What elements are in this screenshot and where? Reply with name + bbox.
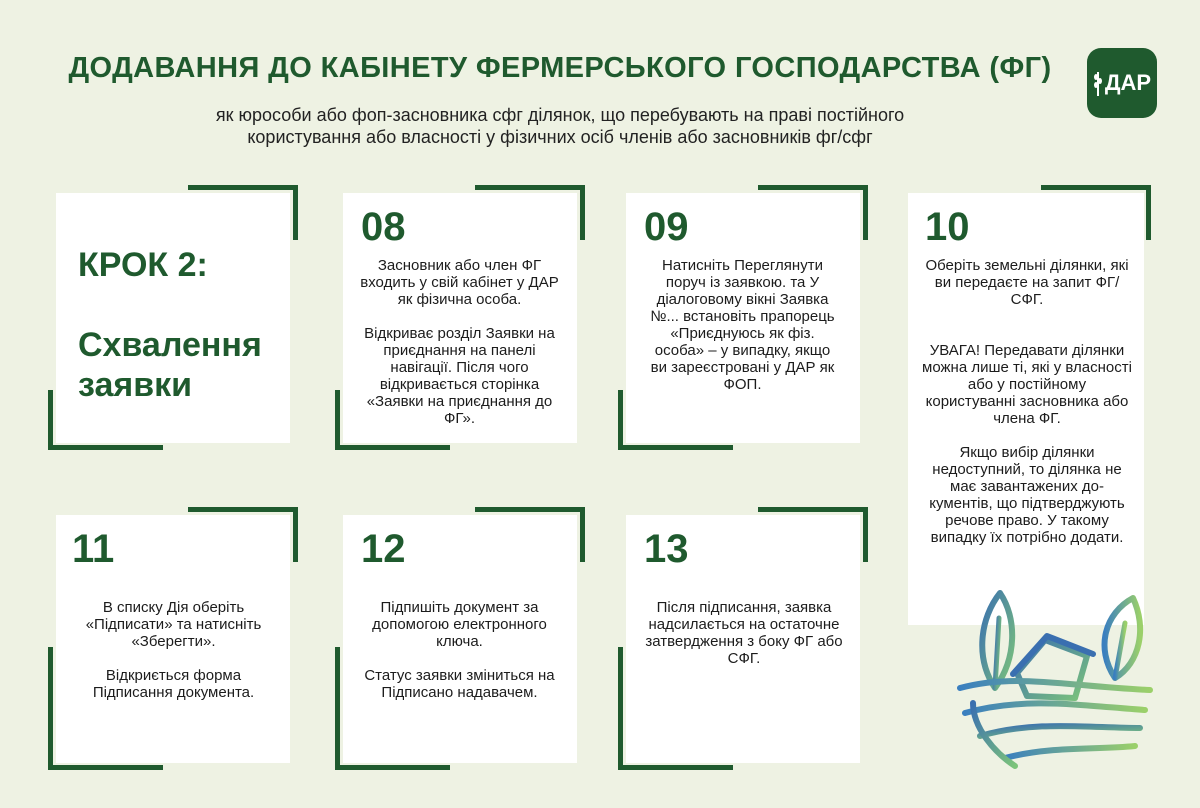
step-paragraph: Засновник або член ФГ входить у свій кабінет у ДАР як фізична особа. [360, 257, 559, 308]
step-paragraph: Підпишіть документ за допомогою електронного ключа. [372, 599, 547, 650]
step-paragraph: Натисніть Переглянути поруч із заявкою. та У діалоговому вікні Заявка №... встановіть прапорець «Приєднуюсь як фіз. особа» – у випадку, якщо ви зареєстровані у ДАР як ФОП. [650, 257, 835, 393]
step-text [644, 599, 844, 667]
step-card-09 [618, 185, 868, 450]
step-number: 11 [72, 527, 115, 571]
step-paragraph: Відкриється форма Підписання документа. [92, 667, 255, 701]
step-text [357, 599, 562, 701]
step-number: 10 [925, 205, 970, 249]
step-paragraph: Статус заявки зміниться на Підписано надавачем. [364, 667, 555, 701]
step-title-line: заявки [78, 366, 193, 404]
subtitle-line: як юрособи або фоп-засновника сфг ділянок, що перебувають на праві постійного [215, 105, 905, 125]
step-card-08 [335, 185, 585, 450]
farm-illustration-icon [955, 578, 1155, 773]
step-number: 08 [361, 205, 406, 249]
step-card [48, 185, 298, 450]
step-paragraph: Оберіть земельні ділянки, які ви передаєте на запит ФГ/СФГ. [925, 257, 1129, 308]
step-paragraph: Після підписання, заявка надсилається на остаточне затвердження з боку ФГ або СФГ. [645, 599, 843, 667]
step-title-line: Схвалення [78, 326, 262, 364]
step-text [921, 257, 1133, 546]
subtitle-line: користування або власності у фізичних осіб членів або засновників фг/сфг [247, 127, 873, 147]
step-text [76, 599, 271, 701]
step-paragraph: УВАГА! Передавати ділянки можна лише ті, які у власності або у постійному користуванні засновника або члена ФГ. [922, 342, 1132, 427]
wheat-icon [1093, 70, 1103, 96]
step-card-11 [48, 507, 298, 770]
step-card-12 [335, 507, 585, 770]
step-paragraph: Якщо вибір ділянки недоступний, то ділянка не має завантажених до-кументів, що підтверджують речове право. У такому випадку їх потрібно додати. [929, 444, 1125, 546]
page-subtitle [100, 104, 1020, 148]
step-number: 12 [361, 527, 406, 571]
step-card-13 [618, 507, 868, 770]
step-text [357, 257, 562, 427]
step-paragraph: Відкриває розділ Заявки на приєднання на панелі навігації. Після чого відкривається сторінка «Заявки на приєднання до ФГ». [364, 325, 555, 427]
step-number: 09 [644, 205, 689, 249]
step-label: КРОК 2: [78, 246, 208, 284]
page-title: ДОДАВАННЯ ДО КАБІНЕТУ ФЕРМЕРСЬКОГО ГОСПОДАРСТВА (ФГ) [68, 52, 1052, 84]
logo-text: ДАР [1104, 70, 1152, 95]
step-paragraph: В списку Дія оберіть «Підписати» та натисніть «Зберегти». [85, 599, 262, 650]
dar-logo [1087, 48, 1157, 118]
step-text [650, 257, 835, 393]
step-number: 13 [644, 527, 689, 571]
step-card-10 [903, 185, 1151, 630]
